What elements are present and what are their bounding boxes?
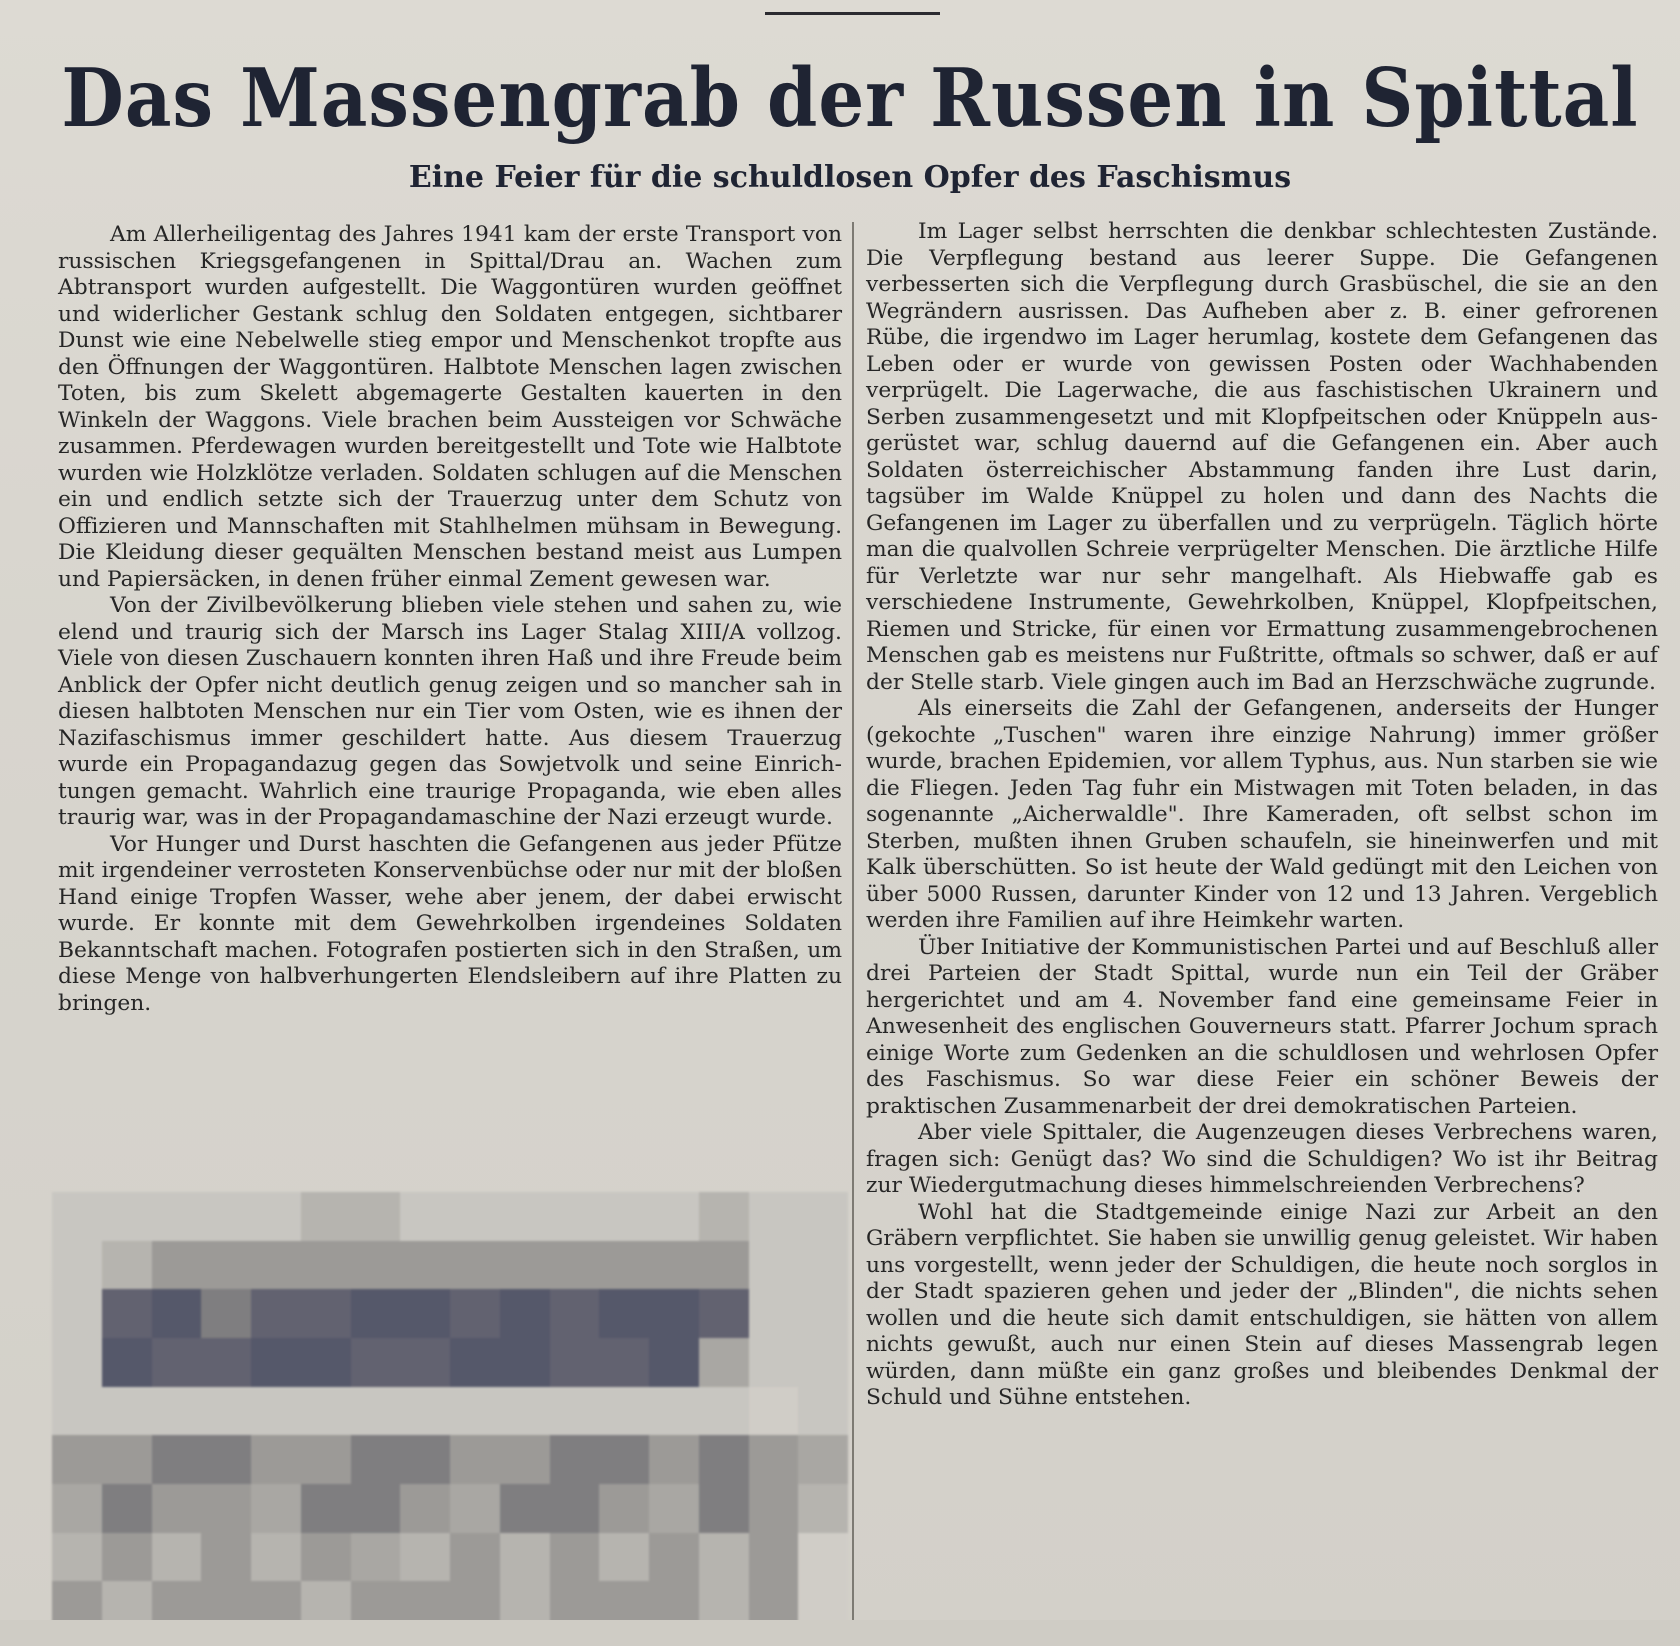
mosaic-cell (152, 1289, 202, 1338)
mosaic-cell (201, 1435, 251, 1484)
mosaic-cell (500, 1241, 550, 1290)
mosaic-cell (749, 1387, 799, 1436)
mosaic-cell (500, 1289, 550, 1338)
paragraph: Im Lager selbst herrschten die denkbar schlechtesten Zustände. Die Verpflegung bestand aus leerer Suppe. Die Gefangenen verbesserten sich die Verpflegung durch Grasbüschel, die sie an den Wegrändern ausrissen. Das Aufheben aber z. B. einer gefrorenen Rübe, die irgendwo im Lager herumlag, kostete dem Gefangenen das Leben oder er wurde von gewissen Posten oder Wachhabenden verprügelt. Die Lagerwache, die aus faschistischen Ukrainern und Serben zusammengesetzt und mit Klopfpeitschen oder Knüppeln ausgerüstet war, schlug dauernd auf die Gefangenen ein. Aber auch Soldaten österreichischer Abstammung fanden ihre Lust darin, tagsüber im Walde Knüppel zu holen und dann des Nachts die Gefangenen im Lager zu überfallen und zu verprügeln. Täglich hörte man die qualvollen Schreie verprügelter Menschen. Die ärztliche Hilfe für Verletzte war nur sehr mangelhaft. Als Hiebwaffe gab es verschiedene Instrumente, Gewehrkolben, Knüppel, Klopfpeitschen, Riemen und Stricke, für einen vor Ermattung zusammengebrochenen Menschen gab es meistens nur Fußtritte, oftmals so schwer, daß er auf der Stelle starb. Viele gingen auch im Bad an Herzschwäche zugrunde. (866, 219, 1658, 695)
mosaic-cell (152, 1533, 202, 1582)
headline: Das Massengrab der Russen in Spittal (61, 50, 1639, 146)
right-column (866, 219, 1658, 1412)
mosaic-cell (550, 1241, 600, 1290)
mosaic-cell (649, 1533, 699, 1582)
mosaic-cell (599, 1192, 649, 1241)
mosaic-cell (152, 1192, 202, 1241)
left-column (58, 222, 842, 1017)
mosaic-cell (599, 1533, 649, 1582)
mosaic-cell (102, 1435, 152, 1484)
mosaic-cell (201, 1484, 251, 1533)
mosaic-cell (52, 1533, 102, 1582)
mosaic-cell (749, 1484, 799, 1533)
mosaic-cell (749, 1289, 799, 1338)
mosaic-cell (649, 1289, 699, 1338)
mosaic-cell (798, 1484, 848, 1533)
mosaic-cell (450, 1484, 500, 1533)
mosaic-cell (301, 1289, 351, 1338)
mosaic-cell (749, 1338, 799, 1387)
mosaic-cell (798, 1338, 848, 1387)
mosaic-cell (649, 1338, 699, 1387)
mosaic-cell (152, 1387, 202, 1436)
column-divider (852, 222, 854, 1620)
mosaic-cell (301, 1338, 351, 1387)
mosaic-cell (699, 1338, 749, 1387)
mosaic-cell (699, 1241, 749, 1290)
mosaic-cell (52, 1387, 102, 1436)
mosaic-cell (251, 1533, 301, 1582)
mosaic-cell (52, 1484, 102, 1533)
mosaic-cell (400, 1192, 450, 1241)
paragraph: Vor Hunger und Durst haschten die Gefangenen aus jeder Pfütze mit irgendeiner verrosteten Konservenbüchse oder nur mit der bloßen Hand einige Tropfen Wasser, wehe aber jenem, der dabei erwischt wurde. Er konnte mit dem Gewehrkolben irgendeines Soldaten Bekanntschaft machen. Fotografen postierten sich in den Straßen, um diese Menge von halbverhungerten Elendsleibern auf ihre Platten zu bringen. (58, 831, 842, 1016)
mosaic-cell (251, 1484, 301, 1533)
mosaic-cell (699, 1435, 749, 1484)
page-edge (0, 1620, 1680, 1646)
mosaic-cell (201, 1289, 251, 1338)
mosaic-cell (699, 1192, 749, 1241)
mosaic-cell (749, 1192, 799, 1241)
mosaic-cell (201, 1241, 251, 1290)
mosaic-cell (201, 1192, 251, 1241)
mosaic-cell (798, 1387, 848, 1436)
mosaic-cell (500, 1533, 550, 1582)
mosaic-cell (500, 1387, 550, 1436)
subheadline: Eine Feier für die schuldlosen Opfer des Faschismus (408, 160, 1292, 195)
mosaic-cell (351, 1533, 401, 1582)
mosaic-cell (102, 1484, 152, 1533)
mosaic-cell (400, 1241, 450, 1290)
mosaic-cell (699, 1387, 749, 1436)
mosaic-cell (798, 1435, 848, 1484)
paragraph: Aber viele Spittaler, die Augenzeugen dieses Verbrechens waren, fragen sich: Genügt das? Wo sind die Schuldigen? Wo ist ihr Beitrag zur Wiedergutmachung dieses himmelschreienden Verbrechens? (866, 1120, 1658, 1198)
mosaic-cell (450, 1533, 500, 1582)
mosaic-cell (798, 1533, 848, 1582)
mosaic-cell (351, 1192, 401, 1241)
mosaic-cell (798, 1289, 848, 1338)
mosaic-cell (599, 1387, 649, 1436)
mosaic-cell (201, 1387, 251, 1436)
mosaic-cell (301, 1387, 351, 1436)
mosaic-cell (798, 1192, 848, 1241)
mosaic-cell (301, 1192, 351, 1241)
mosaic-cell (301, 1435, 351, 1484)
mosaic-cell (749, 1241, 799, 1290)
mosaic-cell (450, 1241, 500, 1290)
paragraph: Am Allerheiligentag des Jahres 1941 kam der erste Transport von russischen Kriegsgefangenen in Spittal/Drau an. Wachen zum Abtransport wurden aufgestellt. Die Waggontüren wurden geöffnet und widerlicher Gestank schlug den Soldaten entgegen, sichtbarer Dunst wie eine Nebelwelle stieg empor und Menschenkot tropfte aus den Öffnungen der Waggontüren. Halbtote Menschen lagen zwischen Toten, bis zum Skelett abgemagerte Gestalten kauerten in den Winkeln der Waggons. Viele brachen beim Aussteigen vor Schwäche zusammen. Pferdewagen wurden bereitgestellt und Tote wie Halbtote wurden wie Holzklötze verladen. Soldaten schlugen auf die Menschen ein und endlich setzte sich der Trauerzug unter dem Schutz von Offizieren und Mannschaften mit Stahlhelmen mühsam in Bewegung. Die Kleidung dieser gequälten Menschen bestand meist aus Lumpen und Papiersäcken, in denen früher einmal Zement gewesen war. (58, 222, 842, 592)
mosaic-cell (500, 1484, 550, 1533)
mosaic-cell (201, 1533, 251, 1582)
mosaic-cell (351, 1338, 401, 1387)
mosaic-cell (450, 1338, 500, 1387)
mosaic-cell (699, 1533, 749, 1582)
mosaic-cell (152, 1435, 202, 1484)
mosaic-cell (52, 1338, 102, 1387)
mosaic-cell (699, 1289, 749, 1338)
mosaic-cell (599, 1289, 649, 1338)
mosaic-cell (500, 1435, 550, 1484)
mosaic-cell (201, 1338, 251, 1387)
mosaic-cell (550, 1435, 600, 1484)
mosaic-cell (699, 1484, 749, 1533)
mosaic-cell (400, 1289, 450, 1338)
mosaic-cell (450, 1192, 500, 1241)
mosaic-cell (251, 1192, 301, 1241)
mosaic-cell (550, 1338, 600, 1387)
mosaic-cell (152, 1338, 202, 1387)
mosaic-cell (599, 1435, 649, 1484)
mosaic-cell (351, 1241, 401, 1290)
mosaic-cell (500, 1338, 550, 1387)
mosaic-cell (450, 1387, 500, 1436)
mosaic-cell (152, 1484, 202, 1533)
mosaic-cell (301, 1533, 351, 1582)
mosaic-cell (152, 1241, 202, 1290)
mosaic-cell (649, 1241, 699, 1290)
mosaic-cell (351, 1484, 401, 1533)
mosaic-cell (649, 1192, 699, 1241)
mosaic-cell (251, 1435, 301, 1484)
mosaic-cell (749, 1435, 799, 1484)
mosaic-cell (550, 1484, 600, 1533)
mosaic-cell (450, 1289, 500, 1338)
mosaic-cell (102, 1533, 152, 1582)
mosaic-cell (550, 1533, 600, 1582)
mosaic-cell (550, 1289, 600, 1338)
mosaic-cell (102, 1387, 152, 1436)
mosaic-cell (599, 1338, 649, 1387)
mosaic-cell (52, 1435, 102, 1484)
mosaic-cell (450, 1435, 500, 1484)
pixelated-redacted-area (52, 1192, 848, 1630)
mosaic-cell (102, 1289, 152, 1338)
mosaic-cell (400, 1387, 450, 1436)
mosaic-cell (301, 1241, 351, 1290)
paragraph: Als einerseits die Zahl der Gefangenen, anderseits der Hunger (gekochte „Tuschen" waren ihre einzige Nahrung) immer größer wurde, brachen Epidemien, vor allem Typhus, aus. Nun starben sie wie die Fliegen. Jeden Tag fuhr ein Mistwagen mit Toten beladen, in das sogenannte „Aicherwaldle". Ihre Kameraden, oft selbst schon im Sterben, mußten ihnen Gruben schaufeln, sie hineinwerfen und mit Kalk überschütten. So ist heute der Wald gedüngt mit den Leichen von über 5000 Russen, darunter Kinder von 12 und 13 Jahren. Vergeblich werden ihre Familien auf ihre Heimkehr warten. (866, 696, 1658, 933)
mosaic-cell (749, 1533, 799, 1582)
mosaic-cell (52, 1192, 102, 1241)
mosaic-cell (500, 1192, 550, 1241)
mosaic-cell (52, 1241, 102, 1290)
mosaic-cell (649, 1387, 699, 1436)
mosaic-cell (52, 1289, 102, 1338)
mosaic-cell (550, 1192, 600, 1241)
mosaic-cell (400, 1338, 450, 1387)
mosaic-cell (550, 1387, 600, 1436)
mosaic-cell (351, 1289, 401, 1338)
mosaic-cell (102, 1192, 152, 1241)
mosaic-cell (102, 1338, 152, 1387)
mosaic-cell (251, 1241, 301, 1290)
paragraph: Über Initiative der Kommunistischen Partei und auf Beschluß aller drei Parteien der Stadt Spittal, wurde nun ein Teil der Gräber hergerichtet und am 4. November fand eine gemeinsame Feier in Anwesenheit des englischen Gouverneurs statt. Pfarrer Jochum sprach einige Worte zum Gedenken an die schuldlosen und wehrlosen Opfer des Faschismus. So war diese Feier ein schöner Beweis der praktischen Zusammenarbeit der drei demokratischen Parteien. (866, 934, 1658, 1119)
top-rule (765, 12, 940, 15)
mosaic-cell (102, 1241, 152, 1290)
mosaic-cell (351, 1435, 401, 1484)
mosaic-cell (798, 1241, 848, 1290)
paragraph: Wohl hat die Stadtgemeinde einige Nazi zur Arbeit an den Gräbern verpflichtet. Sie haben sie unwillig genug geleistet. Wir haben uns vorgestellt, wenn jeder der Schuldigen, die heute noch sorglos in der Stadt spazieren gehen und jeder der „Blinden", die nichts sehen wollen und die heute sich damit entschuldigen, sie hätten von allem nichts gewußt, auch nur einen Stein auf dieses Massengrab legen würden, dann müßte ein ganz großes und bleibendes Denkmal der Schuld und Sühne entstehen. (866, 1199, 1658, 1410)
mosaic-cell (599, 1484, 649, 1533)
mosaic-cell (400, 1484, 450, 1533)
mosaic-cell (400, 1435, 450, 1484)
mosaic-cell (649, 1435, 699, 1484)
mosaic-cell (351, 1387, 401, 1436)
mosaic-cell (649, 1484, 699, 1533)
mosaic-cell (251, 1289, 301, 1338)
paragraph: Von der Zivilbevölkerung blieben viele stehen und sahen zu, wie elend und traurig sich der Marsch ins Lager Stalag XIII/A vollzog. Viele von diesen Zuschauern konnten ihren Haß und ihre Freude beim Anblick der Opfer nicht deutlich genug zeigen und so mancher sah in diesen halbtoten Menschen nur ein Tier vom Osten, wie es ihnen der Nazifaschismus immer geschildert hatte. Aus diesem Trauerzug wurde ein Propagandazug gegen das Sowjetvolk und seine Einrichtungen gemacht. Wahrlich eine traurige Propaganda, wie eben alles traurig war, was in der Propagandamaschine der Nazi erzeugt wurde. (58, 593, 842, 830)
mosaic-cell (599, 1241, 649, 1290)
mosaic-cell (251, 1338, 301, 1387)
mosaic-cell (400, 1533, 450, 1582)
mosaic-cell (251, 1387, 301, 1436)
mosaic-cell (301, 1484, 351, 1533)
